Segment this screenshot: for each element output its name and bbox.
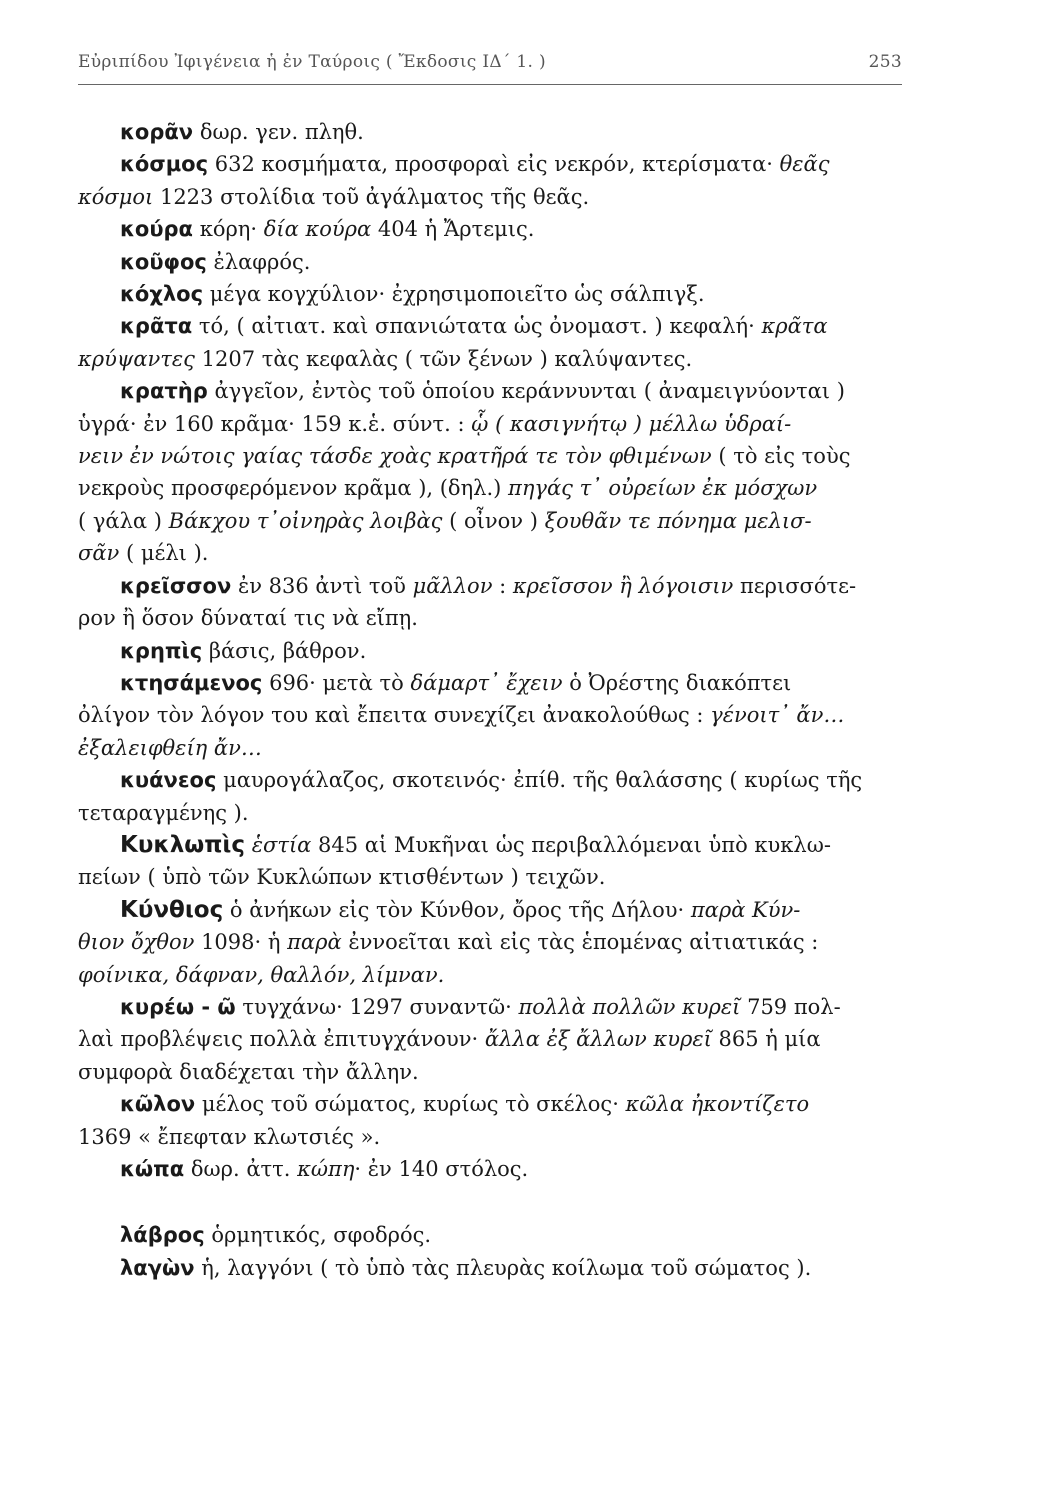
entry-lemma: κούρα (120, 217, 193, 242)
italic-text: νειν ἐν νώτοις γαίας τάσδε χοὰς κρατῆρά τε τὸν φθιμένων (78, 444, 712, 469)
entry-lemma: κρατὴρ (120, 379, 208, 404)
italic-text: σᾶν (78, 541, 120, 566)
italic-text: θιον ὄχθον (78, 930, 195, 955)
italic-text: ἄλλα ἐξ ἄλλων κυρεῖ (484, 1027, 712, 1052)
entry-text: ἐν 836 ἀντὶ τοῦ (237, 573, 413, 598)
entry-text: μαυρογάλαζος, σκοτεινός· ἐπίθ. τῆς θαλάσσης ( κυρίως τῆς (223, 768, 863, 793)
page-number: 253 (868, 52, 902, 72)
italic-text: μᾶλλον (412, 573, 493, 598)
entry-line (199, 314, 828, 338)
italic-text: φοίνικα, δάφναν, θαλλόν, λίμναν. (78, 962, 445, 987)
entry-lemma: κώπα (120, 1157, 185, 1181)
glossary-content (78, 116, 904, 1284)
entry-lemma: κτησάμενος (120, 670, 263, 695)
entry-line (78, 440, 904, 472)
entry-text: 865 ἡ μία (711, 1027, 821, 1052)
entry-line (200, 120, 364, 144)
entry-text: 1223 στολίδια τοῦ ἀγάλματος τῆς θεᾶς. (153, 184, 590, 209)
italic-text: Βάκχου τ᾽οἰνηρὰς λοιβὰς (168, 508, 443, 533)
entry-text: δωρ. ἀττ. (190, 1157, 298, 1181)
glossary-entry (120, 1219, 904, 1251)
italic-text: κῶλα ἠκοντίζετο (625, 1092, 810, 1117)
glossary-entry (120, 116, 904, 148)
entry-lemma: κῶλον (120, 1092, 196, 1117)
entry-line (78, 1121, 904, 1153)
entry-line (191, 1157, 528, 1181)
entry-text: βάσις, βάθρον. (208, 638, 367, 663)
italic-text: ἑστία (251, 832, 312, 857)
italic-text: παρὰ (287, 930, 342, 955)
entry-line (78, 181, 904, 213)
entry-line (223, 768, 862, 792)
entry-text: 1369 « ἔπεφταν κλωτσιές ». (78, 1124, 381, 1149)
entry-lemma: Κυκλωπὶς (120, 831, 246, 858)
entry-text: ( τὸ εἰς τοὺς (711, 444, 851, 469)
entry-line (238, 574, 856, 598)
entry-lemma: κρεῖσσον (120, 573, 232, 598)
entry-text: μέγα κογχύλιον· ἐχρησιμοποιεῖτο ὡς σάλπιγξ. (209, 282, 705, 307)
entry-line (78, 699, 904, 731)
entry-line (214, 379, 844, 403)
entry-text: ἡ, λαγγόνι ( τὸ ὑπὸ τὰς πλευρὰς κοίλωμα τοῦ σώματος ). (201, 1255, 812, 1280)
italic-text: θεᾶς (779, 152, 830, 177)
entry-line (78, 732, 904, 764)
italic-text: κρύψαντες (78, 346, 195, 371)
entry-text: ἐννοεῖται καὶ εἰς τὰς ἑπομένας αἰτιατικάς : (341, 930, 819, 955)
entry-line (242, 995, 840, 1019)
entry-text: 845 αἱ Μυκῆναι ὡς περιβαλλόμεναι ὑπὸ κυκλω- (311, 832, 831, 857)
italic-text: παρὰ Κύν- (690, 897, 801, 922)
glossary-entry (78, 570, 904, 635)
entry-line (78, 602, 904, 634)
entry-text: ( οἶνον ) (442, 508, 545, 533)
italic-text: κρεῖσσον ἢ λόγοισιν (512, 573, 734, 598)
entry-lemma: κυρέω - ῶ (120, 994, 236, 1019)
entry-lemma: λάβρος (120, 1223, 205, 1248)
glossary-entry (78, 764, 904, 829)
entry-line (78, 926, 904, 958)
glossary-entry (120, 635, 904, 667)
entry-lemma: κορᾶν (120, 120, 194, 144)
entry-line (78, 861, 904, 893)
glossary-entry (120, 213, 904, 245)
entry-line (252, 833, 831, 857)
entry-text: ( μέλι ). (119, 541, 209, 566)
entry-line (215, 152, 830, 176)
entry-text: ἀγγεῖον, ἐντὸς τοῦ ὁποίου κεράννυνται ( ἀναμειγνύονται ) (214, 379, 845, 404)
glossary-entry (78, 310, 904, 375)
entry-text: 632 κοσμήματα, προσφοραὶ εἰς νεκρόν, κτερίσματα· (214, 152, 780, 177)
entry-line (202, 1092, 809, 1116)
entry-lemma: κόχλος (120, 282, 204, 307)
entry-lemma: κόσμος (120, 152, 209, 177)
entry-text: 1098· ἡ (194, 930, 288, 955)
entry-text: · ἐν 140 στόλος. (354, 1157, 529, 1181)
entry-line (230, 898, 800, 922)
entry-line (209, 639, 366, 663)
glossary-entry (120, 1153, 904, 1185)
italic-text: κώπη (297, 1157, 355, 1181)
entry-line (269, 671, 791, 695)
glossary-entry (120, 1252, 904, 1284)
entry-text: μέλος τοῦ σώματος, κυρίως τὸ σκέλος· (201, 1092, 626, 1117)
entry-text: ( γάλα ) (78, 508, 169, 533)
entry-text: ὁ Ὀρέστης διακόπτει (562, 670, 792, 695)
italic-text: πηγάς τ᾽ οὐρείων ἐκ μόσχων (508, 476, 818, 501)
header-rule (78, 84, 902, 85)
glossary-entry (78, 829, 904, 894)
running-header (78, 52, 902, 72)
entry-text: δωρ. γεν. πληθ. (199, 120, 364, 144)
entry-text: ὀλίγον τὸν λόγον του καὶ ἔπειτα συνεχίζει ἀνακολούθως : (78, 703, 711, 728)
entry-text: ὁ ἀνήκων εἰς τὸν Κύνθον, ὄρος τῆς Δήλου· (229, 897, 691, 922)
entry-line (211, 1223, 431, 1247)
italic-text: ξουθᾶν τε πόνημα μελισ- (544, 508, 812, 533)
entry-line (78, 1056, 904, 1088)
entry-lemma: κρᾶτα (120, 314, 193, 339)
italic-text: κρᾶτα (761, 314, 828, 339)
glossary-entry (78, 1088, 904, 1153)
entry-lemma: κρηπὶς (120, 638, 203, 663)
entry-text: τό, ( αἰτιατ. καὶ σπανιώτατα ὡς ὀνομαστ. ) κεφαλή· (198, 314, 762, 339)
entry-text: : (492, 573, 513, 598)
entry-line (78, 472, 904, 504)
entry-text: ἐλαφρός. (213, 249, 311, 274)
entry-line (78, 537, 904, 569)
entry-text: περισσότε- (733, 573, 857, 598)
entry-text: 696· μετὰ τὸ (269, 670, 411, 695)
entry-line (200, 217, 535, 241)
glossary-entry (120, 278, 904, 310)
italic-text: ᾧ ( κασιγνήτῳ ) μέλλω ὑδραί- (471, 411, 792, 436)
entry-text: ὑγρά· ἐν 160 κρᾶμα· 159 κ.ἑ. σύντ. : (78, 411, 472, 436)
entry-text: πείων ( ὑπὸ τῶν Κυκλώπων κτισθέντων ) τειχῶν. (78, 865, 606, 890)
entry-text: συμφορὰ διαδέχεται τὴν ἄλλην. (78, 1059, 419, 1084)
entry-lemma: κοῦφος (120, 249, 207, 274)
entry-text: ρον ἢ ὅσον δύναταί τις νὰ εἴπῃ. (78, 606, 418, 631)
italic-text: δάμαρτ᾽ ἔχειν (410, 670, 563, 695)
italic-text: γένοιτ᾽ ἄν… (710, 703, 845, 728)
glossary-entry (78, 894, 904, 991)
entry-text: τεταραγμένης ). (78, 800, 249, 825)
running-title: Εὐριπίδου Ἰφιγένεια ἡ ἐν Ταύροις ( Ἔκδοσις ΙΔ΄ 1. ) (78, 52, 546, 72)
entry-text: 404 ἡ Ἄρτεμις. (371, 217, 535, 242)
entry-line (78, 797, 904, 829)
italic-text: δία κούρα (263, 217, 372, 242)
italic-text: κόσμοι (78, 184, 154, 209)
entry-lemma: λαγὼν (120, 1255, 195, 1280)
glossary-entry (78, 667, 904, 764)
entry-line (78, 959, 904, 991)
glossary-entry (120, 246, 904, 278)
entry-lemma: Κύνθιος (120, 896, 224, 923)
italic-text: ἐξαλειφθείη ἄν… (78, 735, 262, 760)
entry-line (210, 282, 705, 306)
entry-text: λαὶ προβλέψεις πολλὰ ἐπιτυγχάνουν· (78, 1027, 485, 1052)
entry-line (214, 250, 311, 274)
glossary-entry (78, 375, 904, 569)
entry-text: τυγχάνω· 1297 συναντῶ· (242, 994, 519, 1019)
entry-line (78, 343, 904, 375)
entry-text: κόρη· (199, 217, 264, 242)
entry-text: 1207 τὰς κεφαλὰς ( τῶν ξένων ) καλύψαντες. (194, 346, 693, 371)
entry-line (78, 505, 904, 537)
entry-line (78, 1023, 904, 1055)
glossary-entry (78, 991, 904, 1088)
entry-line (201, 1256, 811, 1280)
italic-text: πολλὰ πολλῶν κυρεῖ (518, 994, 741, 1019)
entry-text: 759 πολ- (740, 994, 841, 1019)
glossary-entry (78, 148, 904, 213)
entry-lemma: κυάνεος (120, 768, 217, 793)
entry-text: ὁρμητικός, σφοδρός. (211, 1223, 432, 1248)
entry-text: νεκροὺς προσφερόμενον κρᾶμα ), (δηλ.) (78, 476, 509, 501)
entry-line (78, 408, 904, 440)
